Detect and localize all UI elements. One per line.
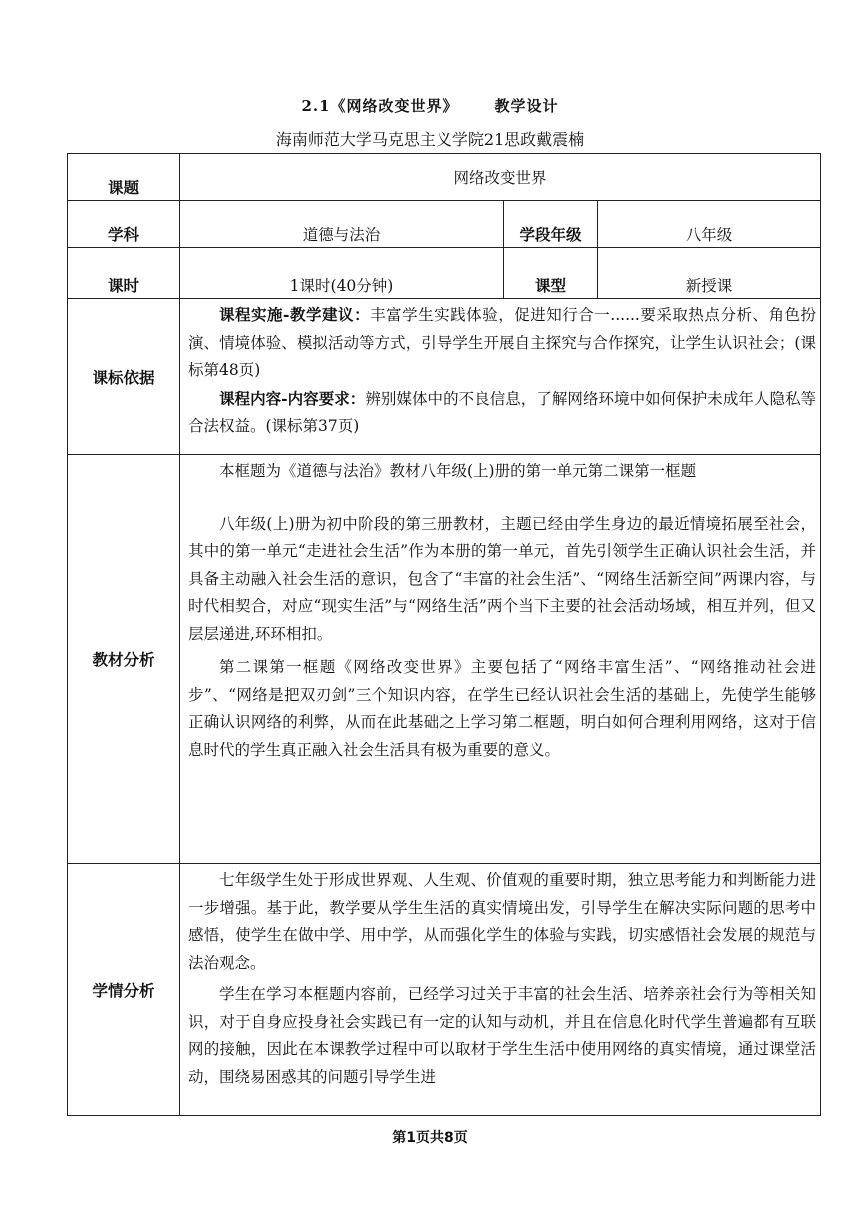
lesson-plan-table — [67, 153, 821, 1116]
students-content — [180, 864, 821, 1116]
author-line: 海南师范大学马克思主义学院21思政戴震楠 — [275, 130, 585, 149]
standard-label: 课标依据 — [68, 299, 180, 455]
blank-line — [188, 486, 816, 511]
standard-heading-1: 课程实施-教学建议： — [219, 305, 371, 324]
type-label: 课型 — [504, 248, 598, 299]
row-standard — [68, 299, 821, 455]
students-label: 学情分析 — [68, 864, 180, 1116]
standard-paragraph-1 — [188, 301, 816, 385]
topic-label: 课题 — [68, 154, 180, 201]
row-subject — [68, 201, 821, 248]
row-hours — [68, 248, 821, 299]
standard-paragraph-2 — [188, 385, 816, 441]
document-title — [0, 95, 860, 116]
textbook-content — [180, 455, 821, 864]
standard-text-1: 丰富学生实践体验，促进知行合一......要采取热点分析、角色扮演、情境体验、模拟活动等方式，引导学生开展自主探究与合作探究，让学生认识社会；(课标第48页) — [188, 306, 817, 379]
standard-content — [180, 299, 821, 455]
hours-value: 1课时(40分钟) — [180, 248, 504, 299]
topic-value: 网络改变世界 — [180, 154, 821, 201]
students-paragraph-1: 七年级学生处于形成世界观、人生观、价值观的重要时期，独立思考能力和判断能力进一步增强。基于此，教学要从学生生活的真实情境出发，引导学生在解决实际问题的思考中感悟，使学生在做中学、用中学，从而强化学生的体验与实践，切实感悟社会发展的规范与法治观念。 — [188, 871, 817, 972]
row-topic — [68, 154, 821, 201]
row-students — [68, 864, 821, 1116]
subject-value: 道德与法治 — [180, 201, 504, 248]
type-value: 新授课 — [598, 248, 821, 299]
grade-value: 八年级 — [598, 201, 821, 248]
page-number: 第1页共8页 — [392, 1130, 468, 1146]
hours-label: 课时 — [68, 248, 180, 299]
title-main: 2.1《网络改变世界》 — [301, 97, 459, 115]
textbook-paragraph-2: 八年级(上)册为初中阶段的第三册教材，主题已经由学生身边的最近情境拓展至社会，其中的第一单元“走进社会生活”作为本册的第一单元，首先引领学生正确认识社会生活，并具备主动融入社会生活的意识，包含了“丰富的社会生活”、“网络生活新空间”两课内容，与时代相契合，对应“现实生活”与“网络生活”两个当下主要的社会活动场域，相互并列，但又层层递进,环环相扣。 — [188, 514, 817, 643]
subject-label: 学科 — [68, 201, 180, 248]
textbook-label: 教材分析 — [68, 455, 180, 864]
textbook-paragraph-3: 第二课第一框题《网络改变世界》主要包括了“网络丰富生活”、“网络推动社会进步”、“网络是把双刃剑”三个知识内容，在学生已经认识社会生活的基础上，先使学生能够正确认识网络的利弊，从而在此基础之上学习第二框题，明白如何合理利用网络，这对于信息时代的学生真正融入社会生活具有极为重要的意义。 — [188, 658, 817, 759]
title-sub: 教学设计 — [494, 97, 559, 115]
standard-text-2: 辨别媒体中的不良信息，了解网络环境中如何保护未成年人隐私等合法权益。(课标第37页) — [188, 389, 817, 435]
row-textbook — [68, 455, 821, 864]
textbook-paragraph-1: 本框题为《道德与法治》教材八年级(上)册的第一单元第二课第一框题 — [219, 462, 697, 480]
students-paragraph-2: 学生在学习本框题内容前，已经学习过关于丰富的社会生活、培养亲社会行为等相关知识，对于自身应投身社会实践已有一定的认知与动机，并且在信息化时代学生普遍都有互联网的接触，因此在本课教学过程中可以取材于学生生活中使用网络的真实情境，通过课堂活动，围绕易困惑其的问题引导学生进 — [188, 985, 817, 1086]
standard-heading-2: 课程内容-内容要求： — [219, 388, 366, 408]
grade-label: 学段年级 — [504, 201, 598, 248]
